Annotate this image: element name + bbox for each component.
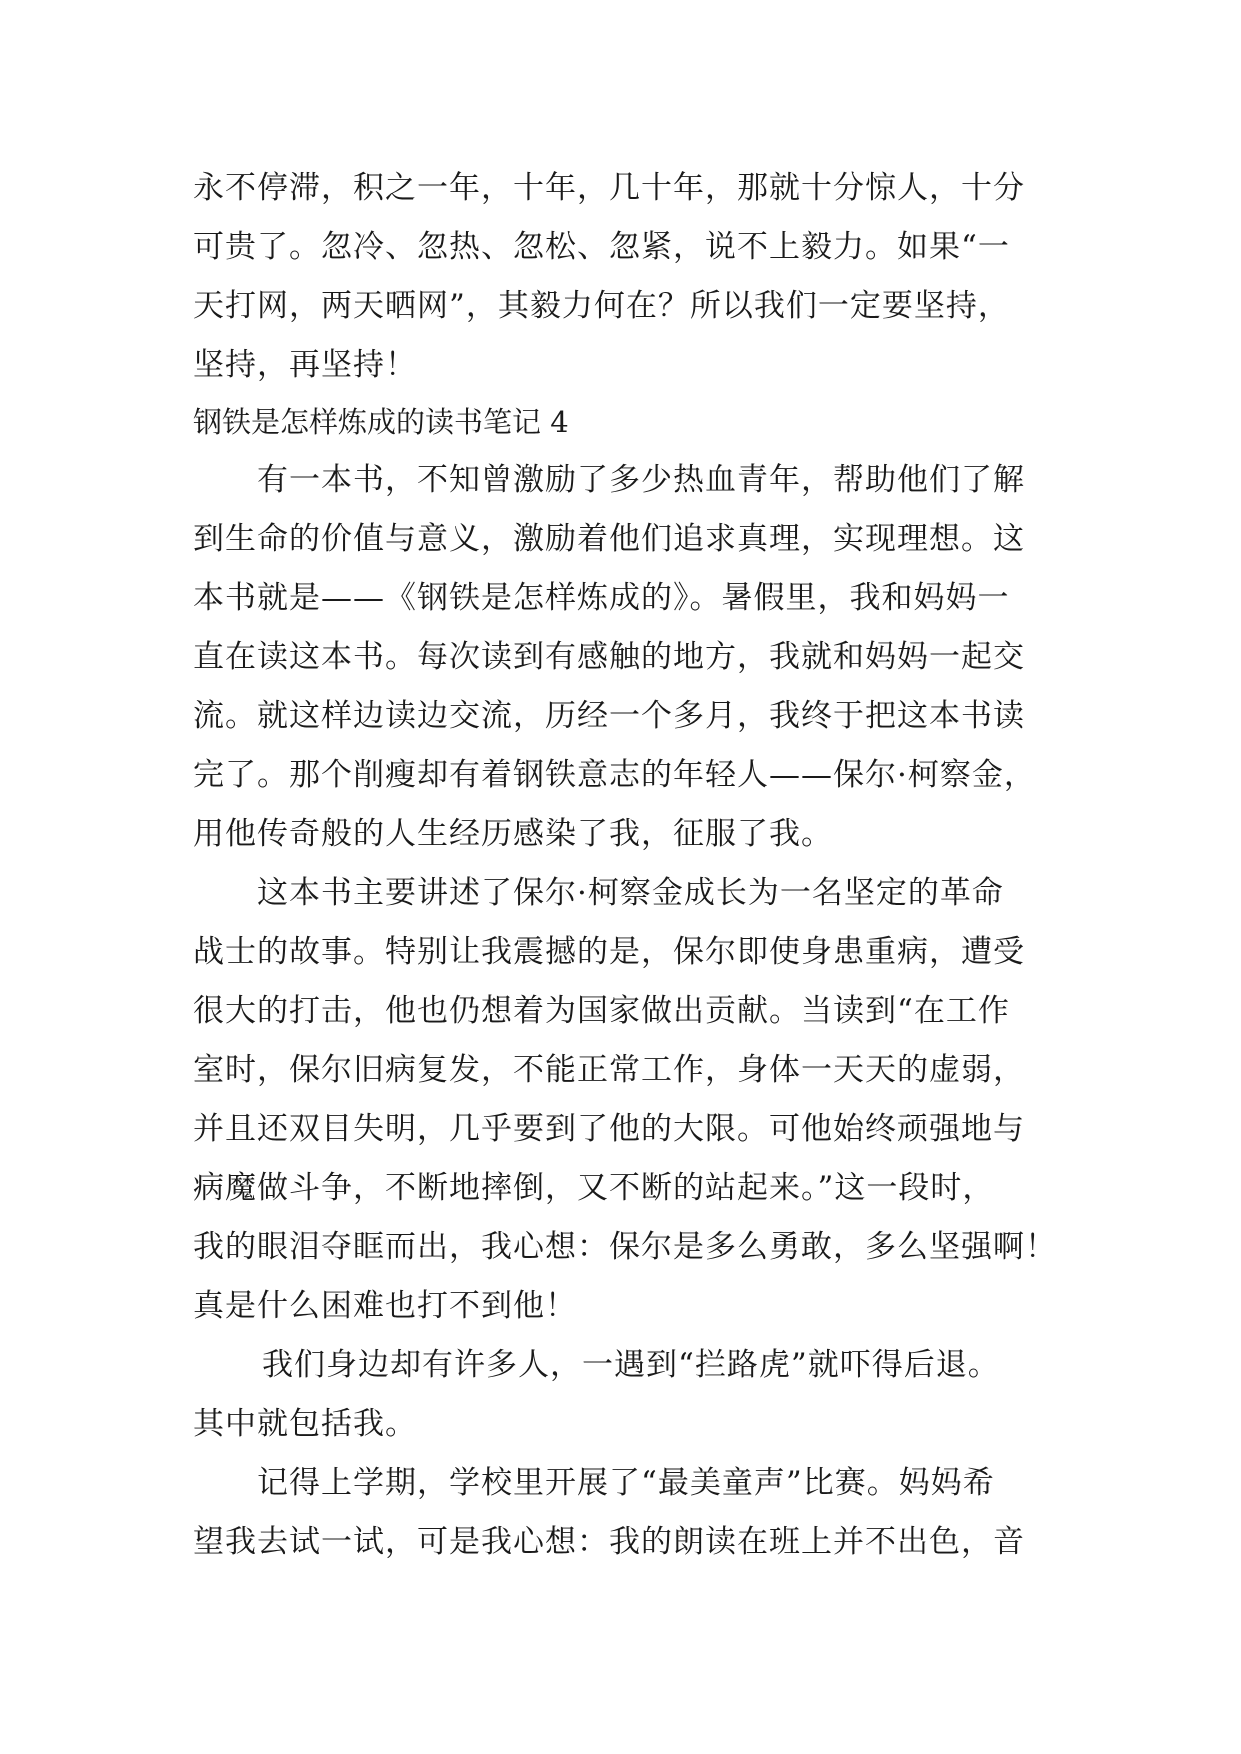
section-heading: 钢铁是怎样炼成的读书笔记 4 (193, 405, 569, 439)
text-line-4: 坚持，再坚持！ (193, 347, 417, 383)
paragraph-1-line-2: 到生命的价值与意义，激励着他们追求真理，实现理想。这 (193, 521, 1025, 557)
text-line-2: 可贵了。忽冷、忽热、忽松、忽紧，说不上毅力。如果“一 (193, 229, 1010, 265)
paragraph-1-line-3: 本书就是——《钢铁是怎样炼成的》。暑假里，我和妈妈一 (193, 580, 1010, 616)
paragraph-1-line-7: 用他传奇般的人生经历感染了我，征服了我。 (193, 816, 833, 852)
paragraph-3-line-2: 其中就包括我。 (193, 1406, 417, 1442)
paragraph-4-line-1: 记得上学期，学校里开展了“最美童声”比赛。妈妈希 (257, 1465, 995, 1501)
paragraph-2-line-8: 真是什么困难也打不到他！ (193, 1288, 577, 1324)
paragraph-3-line-1: 我们身边却有许多人，一遇到“拦路虎”就吓得后退。 (262, 1347, 1000, 1383)
paragraph-2-line-2: 战士的故事。特别让我震撼的是，保尔即使身患重病，遭受 (193, 934, 1025, 970)
paragraph-2-line-5: 并且还双目失明，几乎要到了他的大限。可他始终顽强地与 (193, 1111, 1025, 1147)
paragraph-2-line-3: 很大的打击，他也仍想着为国家做出贡献。当读到“在工作 (193, 993, 1010, 1029)
paragraph-2-line-1: 这本书主要讲述了保尔·柯察金成长为一名坚定的革命 (257, 875, 1004, 911)
paragraph-1-line-4: 直在读这本书。每次读到有感触的地方，我就和妈妈一起交 (193, 639, 1025, 675)
text-line-3: 天打网，两天晒网”，其毅力何在？所以我们一定要坚持， (193, 288, 1010, 324)
paragraph-4-line-2: 望我去试一试，可是我心想：我的朗读在班上并不出色，音 (193, 1524, 1025, 1560)
text-line-1: 永不停滞，积之一年，十年，几十年，那就十分惊人，十分 (193, 170, 1025, 206)
paragraph-2-line-4: 室时，保尔旧病复发，不能正常工作，身体一天天的虚弱， (193, 1052, 1025, 1088)
paragraph-1-line-1: 有一本书，不知曾激励了多少热血青年，帮助他们了解 (257, 462, 1025, 498)
paragraph-1-line-6: 完了。那个削瘦却有着钢铁意志的年轻人——保尔·柯察金， (193, 757, 1036, 793)
paragraph-2-line-6: 病魔做斗争，不断地摔倒，又不断的站起来。”这一段时， (193, 1170, 995, 1206)
paragraph-2-line-7: 我的眼泪夺眶而出，我心想：保尔是多么勇敢，多么坚强啊！ (193, 1229, 1057, 1265)
paragraph-1-line-5: 流。就这样边读边交流，历经一个多月，我终于把这本书读 (193, 698, 1025, 734)
